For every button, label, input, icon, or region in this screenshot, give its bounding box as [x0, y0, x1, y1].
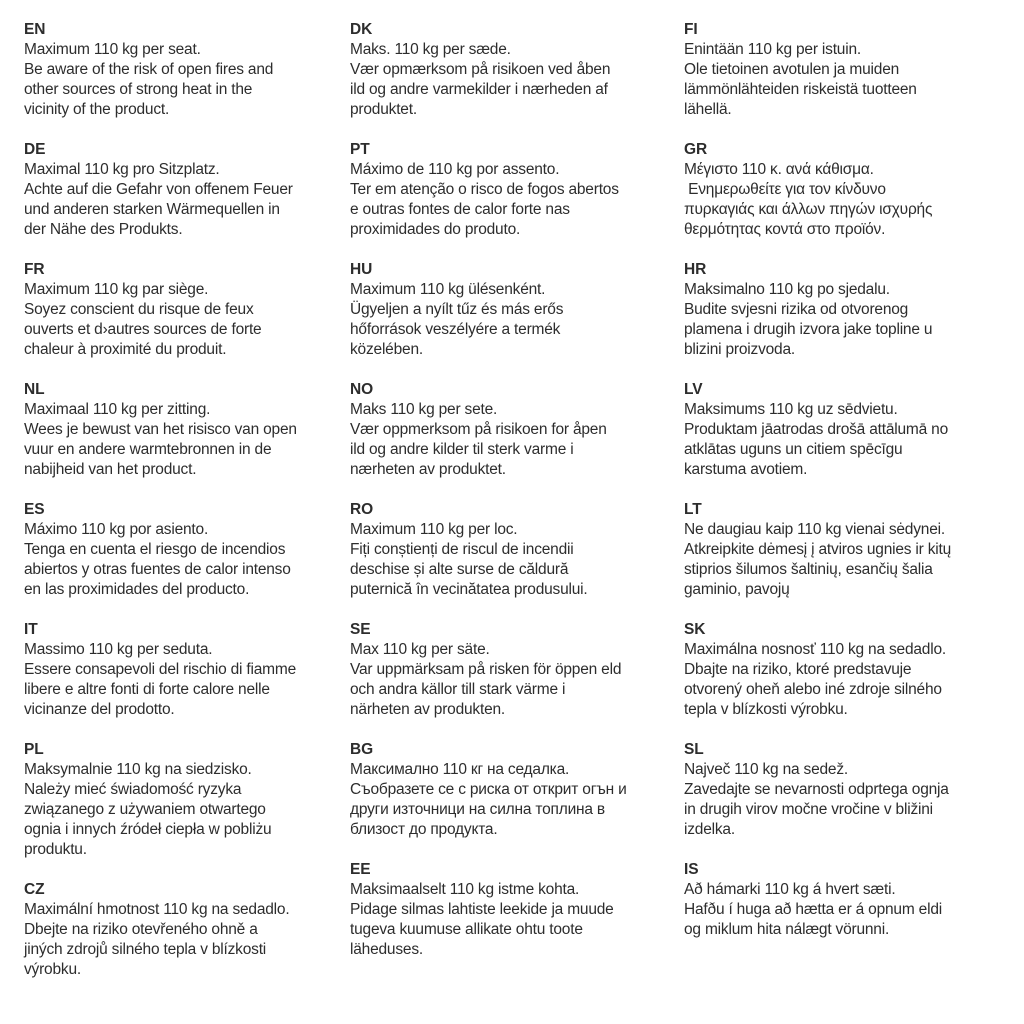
notice-column-middle: [350, 20, 680, 980]
language-code: NL: [24, 381, 45, 398]
language-code: IT: [24, 621, 38, 638]
notice-line: Dbejte na riziko otevřeného ohně a: [24, 921, 258, 938]
notice-line: Należy mieć świadomość ryzyka: [24, 781, 242, 798]
language-block-en: [24, 20, 346, 120]
language-block-dk: [350, 20, 680, 120]
language-block-sl: [684, 740, 1022, 840]
notice-line: Maks. 110 kg per sæde.: [350, 41, 511, 58]
notice-line: Ter em atenção o risco de fogos abertos: [350, 181, 619, 198]
language-block-fi: [684, 20, 1022, 120]
language-block-gr: [684, 140, 1022, 240]
language-block-lt: [684, 500, 1022, 600]
language-code: BG: [350, 741, 374, 758]
notice-line: Največ 110 kg na sedež.: [684, 761, 848, 778]
notice-line: Máximo 110 kg por asiento.: [24, 521, 209, 538]
notice-line: Maksimums 110 kg uz sēdvietu.: [684, 401, 898, 418]
notice-line: proximidades do produto.: [350, 221, 521, 238]
notice-line: chaleur à proximité du produit.: [24, 341, 227, 358]
notice-line: Maks 110 kg per sete.: [350, 401, 498, 418]
language-block-lv: [684, 380, 1022, 480]
notice-line: Maksimaalselt 110 kg istme kohta.: [350, 881, 580, 898]
notice-line: puternică în vecinătatea produsului.: [350, 581, 588, 598]
notice-line: Budite svjesni rizika od otvorenog: [684, 301, 909, 318]
notice-line: Massimo 110 kg per seduta.: [24, 641, 213, 658]
notice-line: Essere consapevoli del rischio di fiamme: [24, 661, 296, 678]
notice-line: Atkreipkite dėmesį į atviros ugnies ir kitų: [684, 541, 952, 558]
notice-line: Max 110 kg per säte.: [350, 641, 490, 658]
notice-line: Dbajte na riziko, ktoré predstavuje: [684, 661, 912, 678]
notice-line: Pidage silmas lahtiste leekide ja muude: [350, 901, 614, 918]
notice-line: vuur en andere warmtebronnen in de: [24, 441, 272, 458]
notice-line: výrobku.: [24, 961, 81, 978]
notice-line: близост до продукта.: [350, 821, 498, 838]
notice-line: Maximum 110 kg par siège.: [24, 281, 209, 298]
notice-line: Maximum 110 kg per seat.: [24, 41, 201, 58]
notice-line: Vær opmærksom på risikoen ved åben: [350, 61, 611, 78]
language-block-sk: [684, 620, 1022, 720]
notice-line: abiertos y otras fuentes de calor intenso: [24, 561, 291, 578]
language-block-se: [350, 620, 680, 720]
notice-line: otvorený oheň alebo iné zdroje silného: [684, 681, 942, 698]
notice-line: Zavedajte se nevarnosti odprtega ognja: [684, 781, 949, 798]
notice-line: Ne daugiau kaip 110 kg vienai sėdynei.: [684, 521, 945, 538]
notice-line: Максимално 110 кг на седалка.: [350, 761, 570, 778]
notice-line: lämmönlähteiden riskeistä tuotteen: [684, 81, 917, 98]
language-block-de: [24, 140, 346, 240]
notice-line: izdelka.: [684, 821, 735, 838]
notice-line: Μέγιστο 110 κ. ανά κάθισμα.: [684, 161, 874, 178]
notice-line: Var uppmärksam på risken för öppen eld: [350, 661, 622, 678]
language-code: ES: [24, 501, 45, 518]
language-code: LV: [684, 381, 703, 398]
notice-line: tepla v blízkosti výrobku.: [684, 701, 848, 718]
language-code: GR: [684, 141, 708, 158]
language-code: FR: [24, 261, 45, 278]
notice-line: Hafðu í huga að hætta er á opnum eldi: [684, 901, 942, 918]
notice-line: plamena i drugih izvora jake topline u: [684, 321, 933, 338]
notice-line: deschise și alte surse de căldură: [350, 561, 569, 578]
notice-line: Wees je bewust van het risisco van open: [24, 421, 297, 438]
notice-line: jiných zdrojů silného tepla v blízkosti: [24, 941, 267, 958]
notice-line: Fiți conștienți de riscul de incendii: [350, 541, 574, 558]
notice-line: Soyez conscient du risque de feux: [24, 301, 254, 318]
notice-line: związanego z używaniem otwartego: [24, 801, 266, 818]
notice-line: ild og andre kilder til sterk varme i: [350, 441, 574, 458]
language-code: PT: [350, 141, 370, 158]
language-block-hr: [684, 260, 1022, 360]
language-code: IS: [684, 861, 699, 878]
notice-line: Enintään 110 kg per istuin.: [684, 41, 861, 58]
language-block-hu: [350, 260, 680, 360]
notice-line: der Nähe des Produkts.: [24, 221, 183, 238]
notice-line: vicinanze del prodotto.: [24, 701, 175, 718]
notice-line: e outras fontes de calor forte nas: [350, 201, 570, 218]
notice-line: Ügyeljen a nyílt tűz és más erős: [350, 301, 564, 318]
notice-column-right: [684, 20, 1022, 960]
notice-line: Að hámarki 110 kg á hvert sæti.: [684, 881, 896, 898]
language-block-it: [24, 620, 346, 720]
notice-line: Maximální hmotnost 110 kg na sedadlo.: [24, 901, 290, 918]
notice-line: Maximaal 110 kg per zitting.: [24, 401, 211, 418]
notice-line: nabijheid van het product.: [24, 461, 197, 478]
language-code: EN: [24, 21, 46, 38]
language-code: FI: [684, 21, 698, 38]
notice-line: Be aware of the risk of open fires and: [24, 61, 274, 78]
language-block-is: [684, 860, 1022, 940]
notice-line: Maximal 110 kg pro Sitzplatz.: [24, 161, 220, 178]
notice-line: gaminio, pavojų: [684, 581, 790, 598]
language-code: DK: [350, 21, 373, 38]
notice-line: in drugih virov močne vročine v bližini: [684, 801, 933, 818]
notice-line: Ole tietoinen avotulen ja muiden: [684, 61, 900, 78]
notice-line: produktet.: [350, 101, 417, 118]
language-code: CZ: [24, 881, 45, 898]
language-block-no: [350, 380, 680, 480]
language-block-pt: [350, 140, 680, 240]
notice-line: vicinity of the product.: [24, 101, 170, 118]
notice-line: Produktam jāatrodas drošā attālumā no: [684, 421, 949, 438]
language-block-nl: [24, 380, 346, 480]
language-code: SE: [350, 621, 371, 638]
notice-line: hőforrások veszélyére a termék: [350, 321, 561, 338]
notice-line: Ενημερωθείτε για τον κίνδυνο: [684, 181, 886, 198]
notice-line: nærheten av produktet.: [350, 461, 506, 478]
notice-line: Achte auf die Gefahr von offenem Feuer: [24, 181, 293, 198]
language-block-bg: [350, 740, 680, 840]
language-code: RO: [350, 501, 374, 518]
notice-line: други източници на силна топлина в: [350, 801, 605, 818]
notice-line: och andra källor till stark värme i: [350, 681, 566, 698]
language-block-ro: [350, 500, 680, 600]
notice-line: tugeva kuumuse allikate ohtu toote: [350, 921, 583, 938]
notice-line: Maksimalno 110 kg po sjedalu.: [684, 281, 890, 298]
language-block-pl: [24, 740, 346, 860]
language-code: HU: [350, 261, 373, 278]
language-code: HR: [684, 261, 707, 278]
notice-line: läheduses.: [350, 941, 423, 958]
notice-line: közelében.: [350, 341, 423, 358]
notice-line: närheten av produkten.: [350, 701, 506, 718]
notice-line: stiprios šilumos šaltinių, esančių šalia: [684, 561, 933, 578]
language-code: DE: [24, 141, 46, 158]
notice-line: Máximo de 110 kg por assento.: [350, 161, 560, 178]
language-code: NO: [350, 381, 374, 398]
notice-line: ild og andre varmekilder i nærheden af: [350, 81, 608, 98]
language-block-cz: [24, 880, 346, 980]
notice-line: produktu.: [24, 841, 87, 858]
notice-line: blizini proizvoda.: [684, 341, 795, 358]
notice-line: Maximum 110 kg per loc.: [350, 521, 518, 538]
notice-line: other sources of strong heat in the: [24, 81, 253, 98]
notice-line: libere e altre fonti di forte calore nelle: [24, 681, 270, 698]
notice-line: Съобразете се с риска от открит огън и: [350, 781, 627, 798]
notice-line: Maximálna nosnosť 110 kg na sedadlo.: [684, 641, 946, 658]
notice-column-left: [24, 20, 346, 1000]
notice-line: lähellä.: [684, 101, 732, 118]
language-block-ee: [350, 860, 680, 960]
notice-line: ognia i innych źródeł ciepła w pobliżu: [24, 821, 272, 838]
notice-line: θερμότητας κοντά στο προϊόν.: [684, 221, 886, 238]
notice-line: karstuma avotiem.: [684, 461, 808, 478]
language-code: SK: [684, 621, 706, 638]
notice-line: og miklum hita nálægt vörunni.: [684, 921, 890, 938]
language-code: EE: [350, 861, 371, 878]
notice-line: Vær oppmerksom på risikoen for åpen: [350, 421, 607, 438]
notice-line: ouverts et d›autres sources de forte: [24, 321, 262, 338]
notice-line: en las proximidades del producto.: [24, 581, 250, 598]
language-code: PL: [24, 741, 44, 758]
language-block-fr: [24, 260, 346, 360]
notice-line: Maximum 110 kg ülésenként.: [350, 281, 546, 298]
language-block-es: [24, 500, 346, 600]
notice-line: atklātas uguns un citiem spēcīgu: [684, 441, 903, 458]
notice-line: Maksymalnie 110 kg na siedzisko.: [24, 761, 252, 778]
notice-line: πυρκαγιάς και άλλων πηγών ισχυρής: [684, 201, 933, 218]
notice-line: und anderen starken Wärmequellen in: [24, 201, 280, 218]
language-code: SL: [684, 741, 704, 758]
language-code: LT: [684, 501, 702, 518]
notice-line: Tenga en cuenta el riesgo de incendios: [24, 541, 286, 558]
